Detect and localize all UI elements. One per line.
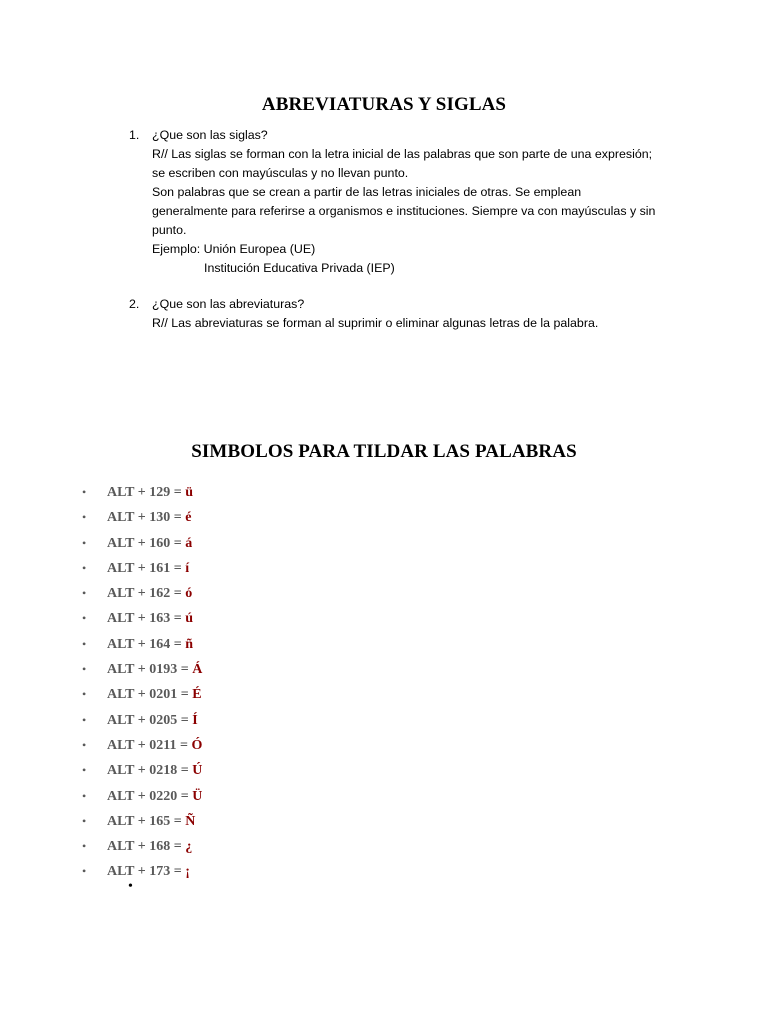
alt-code: ALT + 0211 = <box>107 737 192 753</box>
question-list-1 <box>129 126 689 278</box>
symbol-list-item <box>82 784 202 809</box>
alt-code: ALT + 161 = <box>107 560 186 576</box>
answer-line: R// Las abreviaturas se forman al suprimir o eliminar algunas letras de la palabra. <box>152 316 599 330</box>
answer-line: generalmente para referirse a organismos e instituciones. Siempre va con mayúsculas y sin <box>152 204 656 218</box>
question-number: 1. <box>129 128 140 142</box>
bullet-icon: • <box>82 485 87 499</box>
question-item-abreviaturas <box>129 295 689 333</box>
alt-code: ALT + 0201 = <box>107 687 193 703</box>
question-text: ¿Que son las siglas? <box>152 128 268 142</box>
bullet-icon: • <box>82 611 87 626</box>
accent-symbol: ó <box>185 586 193 602</box>
section-title-abreviaturas: ABREVIATURAS Y SIGLAS <box>261 94 507 115</box>
accent-symbol: ¿ <box>185 839 193 855</box>
bullet-icon: • <box>82 586 87 601</box>
answer-line: R// Las siglas se forman con la letra inicial de las palabras que son parte de una expresión; <box>152 147 653 161</box>
accent-symbol: í <box>185 560 190 576</box>
alt-code: ALT + 0218 = <box>107 763 193 779</box>
bullet-icon: • <box>82 763 87 778</box>
bullet-icon: • <box>82 510 87 525</box>
accent-symbol: é <box>185 510 192 526</box>
bullet-icon: • <box>82 687 87 702</box>
symbol-list-item <box>82 834 202 859</box>
accent-symbol: Ü <box>192 788 203 804</box>
alt-code: ALT + 0220 = <box>107 788 193 804</box>
question-item-siglas <box>129 126 689 278</box>
symbol-list-item <box>82 556 202 581</box>
symbol-list-item <box>82 531 202 556</box>
alt-code: ALT + 165 = <box>107 813 186 829</box>
symbol-list-item <box>82 581 202 606</box>
question-list-2 <box>129 295 689 333</box>
alt-code: ALT + 162 = <box>107 586 186 602</box>
answer-line: punto. <box>152 223 187 237</box>
symbol-list-item <box>82 657 202 682</box>
alt-code: ALT + 130 = <box>107 510 186 526</box>
accent-symbol: Í <box>192 712 198 728</box>
bullet-icon: • <box>82 737 87 752</box>
alt-code: ALT + 160 = <box>107 535 186 551</box>
example-line: Ejemplo: Unión Europea (UE) <box>152 242 316 256</box>
bullet-icon: • <box>82 813 87 828</box>
symbol-list-item <box>82 733 202 758</box>
symbol-list <box>82 480 202 885</box>
accent-symbol: É <box>192 687 202 703</box>
alt-code: ALT + 168 = <box>107 839 186 855</box>
accent-symbol: Á <box>192 662 203 678</box>
symbol-list-item <box>82 606 202 631</box>
alt-code: ALT + 129 = <box>107 485 186 500</box>
section-title-simbolos: SIMBOLOS PARA TILDAR LAS PALABRAS <box>191 441 577 462</box>
bullet-icon: • <box>82 662 87 677</box>
accent-symbol: Ó <box>191 737 203 753</box>
example-line-indented: Institución Educativa Privada (IEP) <box>204 261 395 275</box>
alt-code: ALT + 163 = <box>107 611 186 627</box>
symbol-list-item <box>82 758 202 783</box>
accent-symbol: ¡ <box>185 864 190 880</box>
alt-code: ALT + 0193 = <box>107 662 193 678</box>
alt-code: ALT + 0205 = <box>107 712 193 728</box>
symbol-list-item <box>82 480 202 505</box>
accent-symbol: ú <box>185 611 193 627</box>
symbol-list-item <box>82 505 202 530</box>
accent-symbol: ñ <box>185 636 193 652</box>
bullet-icon: • <box>82 636 87 651</box>
symbol-list-item <box>82 682 202 707</box>
empty-bullet: • <box>128 879 133 894</box>
symbol-list-item <box>82 708 202 733</box>
accent-symbol: Ñ <box>185 813 196 829</box>
accent-symbol: á <box>185 535 193 551</box>
answer-line: se escriben con mayúsculas y no llevan punto. <box>152 166 409 180</box>
symbol-list-item <box>82 632 202 657</box>
bullet-icon: • <box>82 535 87 550</box>
bullet-icon: • <box>82 560 87 575</box>
question-number: 2. <box>129 297 140 311</box>
answer-line: Son palabras que se crean a partir de las letras iniciales de otras. Se emplean <box>152 185 582 199</box>
alt-code: ALT + 173 = <box>107 864 186 880</box>
bullet-icon: • <box>82 712 87 727</box>
accent-symbol: Ú <box>192 763 203 779</box>
bullet-icon: • <box>82 864 87 879</box>
symbol-list-item <box>82 809 202 834</box>
alt-code: ALT + 164 = <box>107 636 186 652</box>
accent-symbol: ü <box>185 485 193 500</box>
question-text: ¿Que son las abreviaturas? <box>152 297 305 311</box>
bullet-icon: • <box>82 788 87 803</box>
symbol-list-item <box>82 859 202 884</box>
bullet-icon: • <box>82 839 87 854</box>
